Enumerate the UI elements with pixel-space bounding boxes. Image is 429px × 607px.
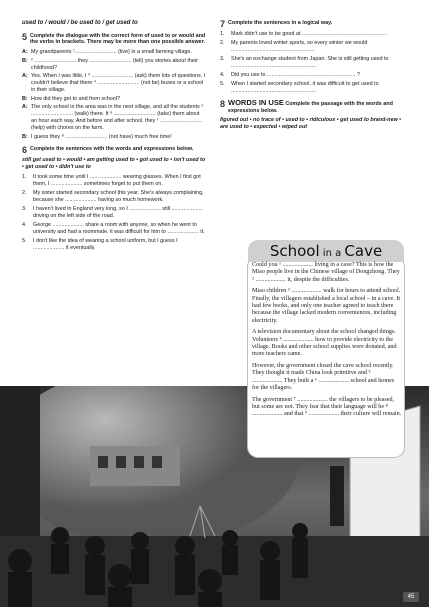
words-in-use-label: WORDS IN USE — [228, 98, 284, 107]
title-word-in-a: in a — [319, 248, 345, 259]
exercise-7 — [220, 20, 410, 29]
dialogue-text: I guess they ⁸ ............................ (not have) much free time! — [31, 133, 172, 140]
sentence-item — [220, 81, 410, 95]
instruction-text: Complete the passage with the words and expressions below. — [228, 101, 393, 114]
dialogue-line — [22, 104, 206, 132]
dialogue-text: My grandparents ¹............................ (live) in a small farming village. — [31, 49, 192, 56]
item-number: 3. — [22, 205, 27, 212]
dialogue-line — [22, 96, 206, 103]
word-box: still get used to • would • am getting used to • got used to • isn't used to • get used to • didn't use to — [22, 156, 206, 170]
exercise-number: 6 — [22, 144, 28, 155]
passage-text — [252, 262, 402, 423]
speaker-label: A: — [22, 104, 28, 111]
exercise-number: 8 — [220, 99, 226, 109]
passage-title — [248, 240, 404, 262]
item-text: I don't like the idea of wearing a school uniform, but I guess I ..................... it eventually. — [33, 237, 178, 251]
sentence-item — [220, 72, 410, 79]
speaker-label: A: — [22, 73, 28, 80]
exercise-instructions — [228, 100, 410, 115]
item-text: George ..................... share a room with anyone, so when he went to university and had a roommate, it was difficult for him to ..................... it. — [33, 221, 205, 235]
grammar-header: used to / would / be used to / get used to — [22, 20, 138, 26]
sentence-item — [22, 206, 206, 220]
passage-paragraph: Miao children ³ .................... walk for hours to attend school. Finally, the villagers established a local school – in a cave. It had few books, and only one teacher agreed to teach there because the village lacked modern conveniences, including electricity. — [252, 288, 401, 324]
item-number: 4. — [22, 221, 27, 228]
sentence-item — [22, 222, 206, 236]
sentence-list — [22, 174, 206, 252]
word-box: figured out • no trace of • used to • ridiculous • get used to brand-new • are used to • expected • wiped out — [220, 116, 402, 130]
item-number: 5. — [220, 81, 225, 87]
item-number: 2. — [220, 40, 225, 46]
dialogue-text: How did they get to and from school? — [31, 95, 120, 102]
dialogue-line — [22, 73, 206, 94]
dialogue-line — [22, 58, 206, 72]
speaker-label: B: — [22, 57, 28, 64]
passage-paragraph: However, the government closed the cave school recently. They thought it made China look primitive and ⁵ .................... They built a ⁶ .................... school and homes for the villagers. — [252, 362, 395, 392]
passage-paragraph: A television documentary about the school changed things. Volunteers ⁴ .................... how to provide electricity to the village. Books and other school supplies were donated, and more teachers came. — [252, 329, 397, 358]
item-number: 1. — [22, 173, 27, 180]
left-column — [22, 20, 206, 254]
title-word-school: School — [269, 242, 320, 260]
sentence-item — [220, 56, 410, 70]
dialogue-line — [22, 134, 206, 141]
exercise-instructions: Complete the sentences in a logical way. — [228, 20, 333, 26]
page-number: 45 — [403, 592, 419, 602]
item-text: My parents loved winter sports, so every winter we would ........................................................ — [231, 40, 368, 53]
speaker-label: A: — [22, 49, 28, 56]
item-number: 4. — [220, 72, 225, 78]
item-text: It took some time until I ..................... wearing glasses. When I first got them, I ..................... sometimes forget to put them on. — [33, 173, 201, 187]
exercise-number: 5 — [22, 31, 28, 42]
item-number: 1. — [220, 31, 225, 37]
item-text: My sister started secondary school this year. She's always complaining, because she ..................... having so much homework. — [33, 189, 204, 203]
exercise-instructions: Complete the sentences with the words and expressions below. — [30, 145, 194, 152]
sentence-item — [22, 190, 206, 204]
dialogue — [22, 49, 206, 141]
item-text: I haven't lived in England very long, so I ..................... still ..................... driving on the left side of the road. — [33, 205, 204, 219]
dialogue-line — [22, 49, 206, 56]
exercise-6 — [22, 146, 206, 155]
passage-paragraph: The government ⁷ .................... the villagers to be pleased, but some are not. They fear that their language will be ⁸ .................... and that ⁹ .................... their culture will remain. — [252, 396, 402, 418]
dialogue-text: ² ............................ they ............................ (tell) you stories about their childhood? — [31, 57, 198, 71]
speaker-label: B: — [22, 133, 28, 140]
item-text: Did you use to ........................................................... ? — [231, 72, 360, 78]
right-column — [220, 20, 410, 131]
item-text: When I started secondary school, it was difficult to get used to ......................................................... — [231, 81, 379, 94]
item-number: 2. — [22, 189, 27, 196]
exercise-instructions: Complete the dialogue with the correct form of used to or would and the verbs in brackets. There may be more than one possible answer. — [30, 32, 206, 46]
item-text: Mark didn't use to be good at ......................................................... — [231, 31, 388, 37]
speaker-label: B: — [22, 95, 28, 102]
item-number: 3. — [220, 56, 225, 62]
passage-paragraph: Could you ¹ .................... living in a cave? This is how the Miao people live in the Chinese village of Dongzhong. They ² .................... it, despite the difficulties. — [252, 262, 400, 283]
title-word-cave: Cave — [344, 242, 383, 260]
exercise-8 — [220, 100, 410, 115]
exercise-number: 7 — [220, 19, 226, 29]
sentence-item — [22, 174, 206, 188]
item-text: She's an exchange student from Japan. She is still getting used to ......................................................... — [231, 56, 389, 69]
sentence-list — [220, 31, 410, 95]
sentence-item — [220, 31, 410, 38]
sentence-item — [220, 40, 410, 54]
exercise-5 — [22, 33, 206, 47]
sentence-item — [22, 238, 206, 252]
dialogue-text: The only school in the area was in the next village, and all the students ⁵ ............................ (walk) there. It ⁶ ............................ (take) them about an hour each way. And before and after school, they ⁷ ............................ (help) with chores on the farm. — [31, 104, 204, 132]
item-number: 5. — [22, 237, 27, 244]
dialogue-text: Yes. When I was little, I ³ ............................ (ask) them lots of questions. I couldn't believe that there ⁴ ............................ (not be) buses or a school in their village. — [31, 73, 206, 94]
